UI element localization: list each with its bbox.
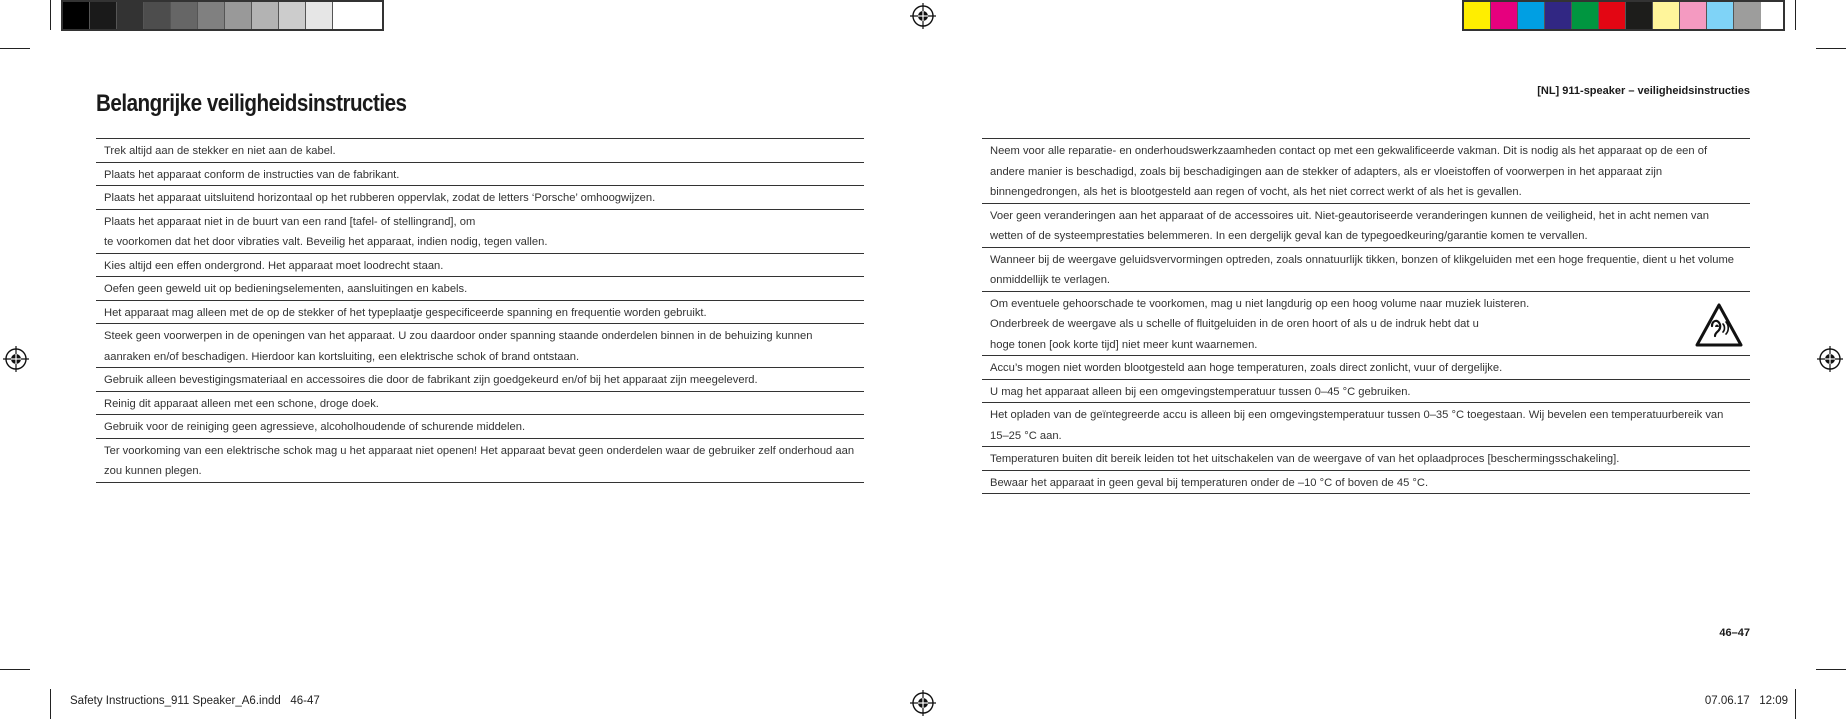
color-swatch xyxy=(63,2,90,29)
safety-instructions-list-right xyxy=(982,138,1750,494)
color-swatch xyxy=(1734,2,1761,29)
instruction-row xyxy=(982,403,1750,447)
instruction-text: Oefen geen geweld uit op bedieningselementen, aansluitingen en kabels. xyxy=(104,283,468,295)
crop-mark xyxy=(0,48,30,49)
instruction-text: Het apparaat mag alleen met de op de stekker of het typeplaatje gespecificeerde spanning en frequentie worden gebruikt. xyxy=(104,306,707,319)
instruction-row xyxy=(96,392,864,416)
color-swatch xyxy=(1626,2,1653,29)
color-swatch xyxy=(144,2,171,29)
instruction-text: Gebruik voor de reiniging geen agressieve, alcoholhoudende of schurende middelen. xyxy=(104,421,526,433)
color-swatch xyxy=(225,2,252,29)
registration-mark-icon xyxy=(910,690,936,716)
crop-mark xyxy=(1795,689,1796,719)
print-slug-file: Safety Instructions_911 Speaker_A6.indd 46-47 xyxy=(70,695,320,707)
instruction-text: Reinig dit apparaat alleen met een schone, droge doek. xyxy=(104,397,379,410)
instruction-text: Voer geen veranderingen aan het apparaat of de accessoires uit. Niet-geautoriseerde veranderingen kunnen de veiligheid, het in acht nemen van wetten of de systeemprestaties belemmeren. In een dergelijk geval kan de typegoedkeuring/garantie komen te vervallen. xyxy=(990,209,1709,242)
crop-mark xyxy=(1816,669,1846,670)
print-slug-date: 07.06.17 12:09 xyxy=(1704,695,1788,707)
color-swatch xyxy=(171,2,198,29)
instruction-row xyxy=(96,324,864,368)
color-swatch xyxy=(90,2,117,29)
color-swatch xyxy=(1464,2,1491,29)
instruction-row xyxy=(96,301,864,325)
color-swatch xyxy=(279,2,306,29)
crop-mark xyxy=(1816,48,1846,49)
instruction-row xyxy=(96,163,864,187)
color-swatch xyxy=(1518,2,1545,29)
instruction-row xyxy=(982,139,1750,204)
crop-mark xyxy=(50,0,51,30)
instruction-row xyxy=(982,204,1750,248)
page-title: Belangrijke veiligheidsinstructies xyxy=(96,90,407,117)
safety-instructions-list-left xyxy=(96,138,864,483)
instruction-row xyxy=(96,210,864,254)
color-swatch xyxy=(306,2,333,29)
instruction-row xyxy=(982,471,1750,495)
crop-mark xyxy=(0,669,30,670)
color-swatch xyxy=(252,2,279,29)
color-swatch xyxy=(333,2,360,29)
instruction-text: Wanneer bij de weergave geluidsvervormingen optreden, zoals onnatuurlijk tikken, bonzen of klikgeluiden met een hoge frequentie, dient u het volume onmiddellijk te verlagen. xyxy=(990,253,1735,286)
instruction-text: Plaats het apparaat uitsluitend horizontaal op het rubberen oppervlak, zodat de letters ‘Porsche’ omhoogwijzen. xyxy=(104,192,656,204)
registration-mark-icon xyxy=(1817,346,1843,372)
instruction-row xyxy=(96,186,864,210)
color-swatch xyxy=(1707,2,1734,29)
color-swatch xyxy=(1680,2,1707,29)
color-swatch xyxy=(1545,2,1572,29)
instruction-row xyxy=(96,139,864,163)
instruction-row xyxy=(96,254,864,278)
instruction-text: Het opladen van de geïntegreerde accu is alleen bij een omgevingstemperatuur tussen 0–35 °C toegestaan. Wij bevelen een temperatuurbereik van 15–25 °C aan. xyxy=(990,409,1724,442)
color-swatch xyxy=(1572,2,1599,29)
instruction-row xyxy=(982,380,1750,404)
instruction-text: Plaats het apparaat niet in de buurt van een rand [tafel- of stellingrand], om te voorkomen dat het door vibraties valt. Beveilig het apparaat, indien nodig, tegen vallen. xyxy=(104,215,548,248)
running-head: [NL] 911-speaker – veiligheidsinstructies xyxy=(1537,85,1750,97)
color-swatch xyxy=(1653,2,1680,29)
instruction-text: Kies altijd een effen ondergrond. Het apparaat moet loodrecht staan. xyxy=(104,259,444,272)
color-swatch xyxy=(198,2,225,29)
instruction-text: Bewaar het apparaat in geen geval bij temperaturen onder de –10 °C of boven de 45 °C. xyxy=(990,476,1429,489)
instruction-row xyxy=(96,439,864,483)
crop-mark xyxy=(1795,0,1796,30)
instruction-row xyxy=(982,248,1750,292)
instruction-row xyxy=(982,356,1750,380)
instruction-row xyxy=(982,447,1750,471)
instruction-text: U mag het apparaat alleen bij een omgevingstemperatuur tussen 0–45 °C gebruiken. xyxy=(990,385,1411,398)
instruction-text: Trek altijd aan de stekker en niet aan de kabel. xyxy=(104,145,336,157)
registration-mark-icon xyxy=(3,346,29,372)
grayscale-color-bar xyxy=(61,0,384,31)
instruction-row xyxy=(96,368,864,392)
registration-mark-icon xyxy=(910,3,936,29)
instruction-text: Om eventuele gehoorschade te voorkomen, mag u niet langdurig op een hoog volume naar muziek luisteren. Onderbreek de weergave als u schelle of fluitgeluiden in de oren hoort of als u de indruk hebt dat u hoge tonen [ook korte tijd] niet meer kunt waarnemen. xyxy=(990,297,1530,351)
color-swatch xyxy=(117,2,144,29)
page-numbers: 46–47 xyxy=(1719,627,1750,639)
instruction-row xyxy=(96,415,864,439)
crop-mark xyxy=(50,689,51,719)
color-swatch xyxy=(1599,2,1626,29)
instruction-text: Accu’s mogen niet worden blootgesteld aan hoge temperaturen, zoals direct zonlicht, vuur of dergelijke. xyxy=(990,362,1503,374)
instruction-text: Ter voorkoming van een elektrische schok mag u het apparaat niet openen! Het apparaat bevat geen onderdelen waar de gebruiker zelf onderhoud aan zou kunnen plegen. xyxy=(104,444,855,477)
instruction-row xyxy=(96,277,864,301)
instruction-text: Plaats het apparaat conform de instructies van de fabrikant. xyxy=(104,168,400,181)
process-color-bar xyxy=(1462,0,1785,31)
instruction-row xyxy=(982,292,1750,357)
instruction-text: Gebruik alleen bevestigingsmateriaal en accessoires die door de fabrikant zijn goedgekeurd en/of bij het apparaat zijn meegeleverd. xyxy=(104,374,758,386)
color-swatch xyxy=(1491,2,1518,29)
instruction-text: Neem voor alle reparatie- en onderhoudswerkzaamheden contact op met een gekwalificeerde vakman. Dit is nodig als het apparaat op de een of andere manier is beschadigd, zoals bij beschadigingen aan de stekker of adapters, als er vloeistoffen of voorwerpen in het apparaat zijn binnengedrongen, als het is blootgesteld aan regen of vocht, als het niet correct werkt of als het is gevallen. xyxy=(990,145,1708,198)
instruction-text: Temperaturen buiten dit bereik leiden tot het uitschakelen van de weergave of van het oplaadproces [beschermingsschakeling]. xyxy=(990,453,1620,465)
hearing-damage-warning-icon xyxy=(1694,302,1744,348)
instruction-text: Steek geen voorwerpen in de openingen van het apparaat. U zou daardoor onder spanning staande onderdelen binnen in de behuizing kunnen aanraken en/of beschadigen. Hierdoor kan kortsluiting, een elektrische schok of brand ontstaan. xyxy=(104,330,813,363)
